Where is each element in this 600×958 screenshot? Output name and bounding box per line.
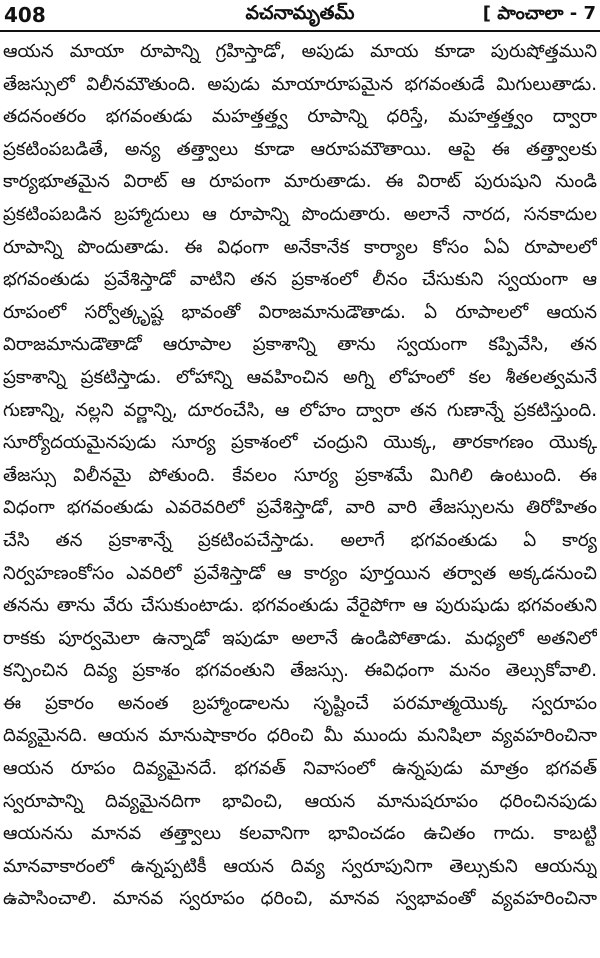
text-line: తదనంతరం భగవంతుడు మహత్తత్త్వ రూపాన్ని ధరిస్తే, మహత్తత్త్వం ద్వారా xyxy=(3,106,597,128)
page-header xyxy=(0,0,600,32)
text-line: స్వరూపాన్ని దివ్యమైనదిగా భావించి, ఆయన మానుషరూపం ధరించినపుడు xyxy=(3,790,597,812)
text-line: సూర్యోదయమైనపుడు సూర్య ప్రకాశంలో చంద్రుని యొక్క, తారకాగణం యొక్క xyxy=(3,432,597,454)
text-line: ఈ ప్రకారం అనంత బ్రహ్మాండాలను సృష్టించే పరమాత్మయొక్క స్వరూపం xyxy=(3,692,597,714)
chapter-title: [ పాంచాలా - 7 xyxy=(482,3,596,24)
text-line: తేజస్సు విలీనమై పోతుంది. కేవలం సూర్య ప్రకాశమే మిగిలి ఉంటుంది. ఈ xyxy=(3,464,597,486)
text-line: భగవంతుడు ప్రవేశిస్తాడో వాటిని తన ప్రకాశంలో లీనం చేసుకుని స్వయంగా ఆ xyxy=(3,269,597,291)
text-line: తేజస్సులో విలీనమౌతుంది. అపుడు మాయారూపమైన భగవంతుడే మిగులుతాడు. xyxy=(3,73,597,95)
text-line: మానవాకారంలో ఉన్నప్పటికీ ఆయన దివ్య స్వరూపునిగా తెల్సుకుని ఆయన్ను xyxy=(3,855,597,877)
text-line: ప్రకాశాన్ని ప్రకటిస్తాడు. లోహాన్ని ఆవహించిన అగ్ని లోహంలో కల శీతలత్వమనే xyxy=(3,366,597,388)
text-line: తనను తాను వేరు చేసుకుంటాడు. భగవంతుడు వేరైపోగా ఆ పురుషుడు భగవంతుని xyxy=(3,595,597,617)
text-line: ఆయన మాయా రూపాన్ని గ్రహిస్తాడో, అపుడు మాయ కూడా పురుషోత్తముని xyxy=(3,41,597,62)
text-line: రాకకు పూర్వమెలా ఉన్నాడో ఇపుడూ అలానే ఉండిపోతాడు. మధ్యలో అతనిలో xyxy=(3,627,597,649)
text-line: విరాజమానుడౌతాడో ఆరూపాల ప్రకాశాన్ని తాను స్వయంగా కప్పివేసి, తన xyxy=(3,334,597,356)
text-line: విధంగా భగవంతుడు ఎవరెవరిలో ప్రవేశిస్తాడో, వారి వారి తేజస్సులను తిరోహితం xyxy=(3,497,597,519)
text-line: కన్పించిన దివ్య ప్రకాశం భగవంతుని తేజస్సు. ఈవిధంగా మనం తెల్సుకోవాలి. xyxy=(3,660,597,682)
text-line: చేసి తన ప్రకాశాన్నే ప్రకటింపచేస్తాడు. అలాగే భగవంతుడు ఏ కార్య xyxy=(3,529,597,551)
text-line: ఉపాసించాలి. మానవ స్వరూపం ధరించి, మానవ స్వభావంతో వ్యవహరించినా xyxy=(3,888,597,910)
book-title: వచనామృతమ్ xyxy=(245,2,355,24)
text-line: రూపంలో సర్వోత్కృష్ట భావంతో విరాజమానుడౌతాడు. ఏ రూపాలలో ఆయన xyxy=(3,301,597,323)
text-line: దివ్యమైనది. ఆయన మానుషాకారం ధరించి మీ ముందు మనిషిలా వ్యవహరించినా xyxy=(3,725,597,747)
text-line: కార్యభూతమైన విరాట్ ఆ రూపంగా మారుతాడు. ఈ విరాట్ పురుషుని నుండి xyxy=(3,171,597,193)
page-number: 408 xyxy=(4,3,46,27)
text-line: నిర్వహణంకోసం ఎవరిలో ప్రవేశిస్తాడో ఆ కార్యం పూర్తయిన తర్వాత అక్కడనుంచి xyxy=(3,562,597,584)
text-line: ప్రకటింపబడిన బ్రహ్మాదులు ఆ రూపాన్ని పొందుతారు. అలానే నారద, సనకాదుల xyxy=(3,203,597,225)
text-line: ప్రకటింపబడితే, అన్య తత్త్వాలు కూడా ఆరూపమౌతాయి. ఆపై ఈ తత్త్వాలకు xyxy=(3,138,597,160)
text-line: ఆయన రూపం దివ్యమైనదే. భగవత్ నివాసంలో ఉన్నపుడు మాత్రం భగవత్ xyxy=(3,758,597,780)
body-text xyxy=(3,36,597,916)
text-line: గుణాన్ని, నల్లని వర్ణాన్ని, దూరంచేసి, ఆ లోహం ద్వారా తన గుణాన్నే ప్రకటిస్తుంది. xyxy=(3,399,597,421)
text-line: ఆయనను మానవ తత్త్వాలు కలవానిగా భావించడం ఉచితం గాదు. కాబట్టి xyxy=(3,823,597,845)
text-line: రూపాన్ని పొందుతాడు. ఈ విధంగా అనేకానేక కార్యాల కోసం ఏఏ రూపాలలో xyxy=(3,236,597,258)
